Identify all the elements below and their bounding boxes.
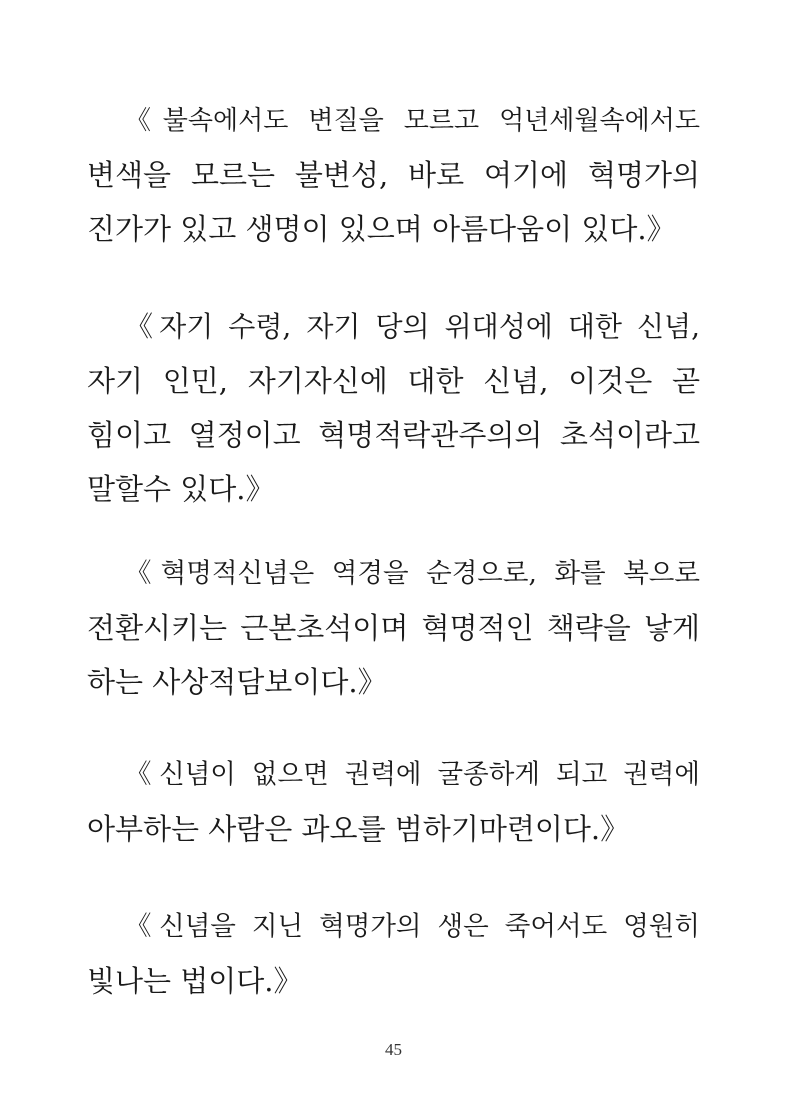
- quote-paragraph-2: [87, 300, 700, 516]
- text-line: 말할수 있다.》: [87, 472, 275, 506]
- text-line: 전환시키는 근본초석이며 혁명적인 책략을 낳게: [87, 611, 700, 645]
- text-line: 하는 사상적담보이다.》: [87, 665, 387, 699]
- quote-paragraph-4: [87, 748, 700, 856]
- text-line: 《신념을 지닌 혁명가의 생은 죽어서도 영원히: [125, 911, 700, 942]
- text-line: 《자기 수령, 자기 당의 위대성에 대한 신념,: [125, 310, 700, 343]
- text-line: 진가가 있고 생명이 있으며 아름다움이 있다.》: [87, 212, 676, 246]
- text-line: 《불속에서도 변질을 모르고 억년세월속에서도: [125, 106, 700, 136]
- text-line: 《신념이 없으면 권력에 굴종하게 되고 권력에: [125, 759, 700, 790]
- text-line: 변색을 모르는 불변성, 바로 여기에 혁명가의: [87, 158, 700, 192]
- text-line: 아부하는 사람은 과오를 범하기마련이다.》: [87, 812, 630, 846]
- quote-paragraph-3: [87, 547, 700, 709]
- quote-paragraph-1: [87, 94, 700, 256]
- text-line: 《혁명적신념은 역경을 순경으로, 화를 복으로: [125, 558, 700, 589]
- text-line: 자기 인민, 자기자신에 대한 신념, 이것은 곧: [87, 364, 700, 398]
- text-line: 빛나는 법이다.》: [87, 964, 303, 998]
- quote-paragraph-5: [87, 900, 700, 1008]
- page-number: 45: [385, 1040, 402, 1059]
- text-line: 힘이고 열정이고 혁명적락관주의의 초석이라고: [87, 418, 700, 452]
